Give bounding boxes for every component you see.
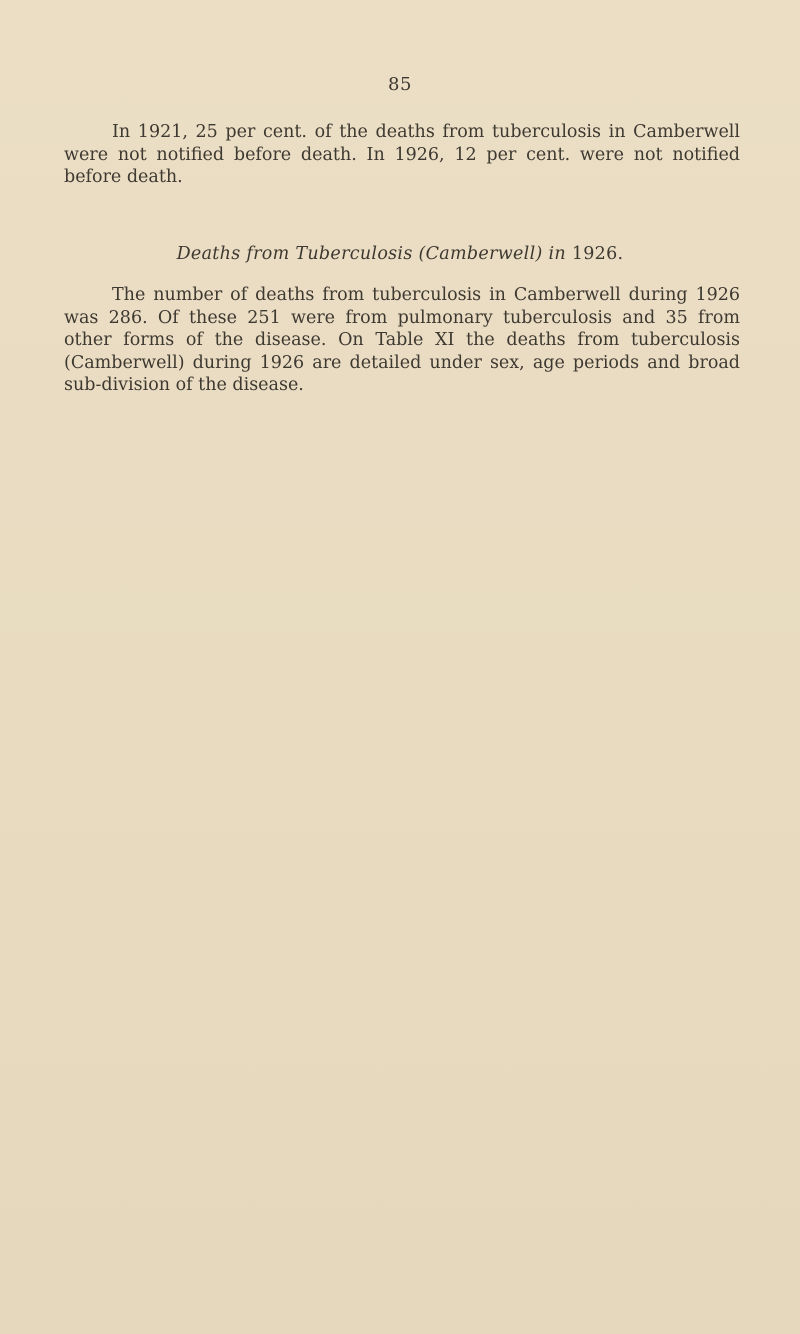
section-heading-year: 1926. — [571, 244, 624, 264]
section-heading-title: Deaths from Tuberculosis (Camberwell) in — [176, 244, 566, 264]
paragraph-notification-text: In 1921, 25 per cent. of the deaths from tuberculosis in Camberwell were not notified before death. In 1926, 12 per cent. were not notified before death. — [64, 122, 740, 187]
section-heading — [0, 244, 800, 264]
paragraph-deaths-text: The number of deaths from tuberculosis in Camberwell during 1926 was 286. Of these 251 were from pulmonary tuberculosis and 35 from other forms of the disease. On Table XI the deaths from tuberculosis (Camberwell) during 1926 are detailed under sex, age periods and broad sub-division of the disease. — [64, 285, 740, 395]
paragraph-deaths — [64, 284, 740, 397]
page-number: 85 — [388, 74, 412, 95]
paragraph-notification — [64, 121, 740, 189]
